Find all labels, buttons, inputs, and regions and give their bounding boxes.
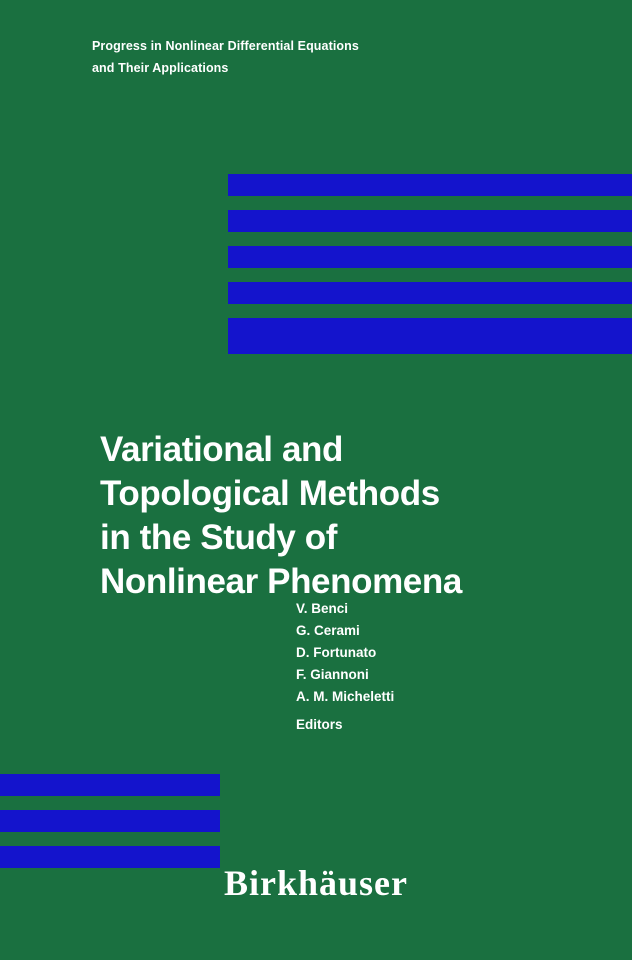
publisher-name: Birkhäuser <box>223 863 409 903</box>
decorative-bar-6 <box>0 774 220 796</box>
book-title-line-4: Nonlinear Phenomena <box>100 562 462 602</box>
decorative-bar-5 <box>228 318 632 354</box>
editor-name-5: A. M. Micheletti <box>296 689 395 704</box>
decorative-bar-4 <box>228 282 632 304</box>
book-title-line-2: Topological Methods <box>100 474 440 514</box>
series-title <box>92 36 512 80</box>
editor-name-3: D. Fortunato <box>296 645 377 660</box>
series-title-line-1: Progress in Nonlinear Differential Equations <box>92 39 359 53</box>
decorative-bar-7 <box>0 810 220 832</box>
book-title <box>100 428 600 604</box>
editor-name-4: F. Giannoni <box>296 667 369 682</box>
decorative-bar-2 <box>228 210 632 232</box>
editors-label: Editors <box>296 717 343 732</box>
book-title-line-3: in the Study of <box>100 518 338 558</box>
series-title-line-2: and Their Applications <box>92 60 229 75</box>
book-title-line-1: Variational and <box>100 430 343 469</box>
editor-name-1: V. Benci <box>296 601 349 616</box>
decorative-bar-3 <box>228 246 632 268</box>
decorative-bar-1 <box>228 174 632 196</box>
editors-list <box>296 598 394 736</box>
editor-name-2: G. Cerami <box>296 623 360 638</box>
decorative-bars-top <box>228 174 632 368</box>
